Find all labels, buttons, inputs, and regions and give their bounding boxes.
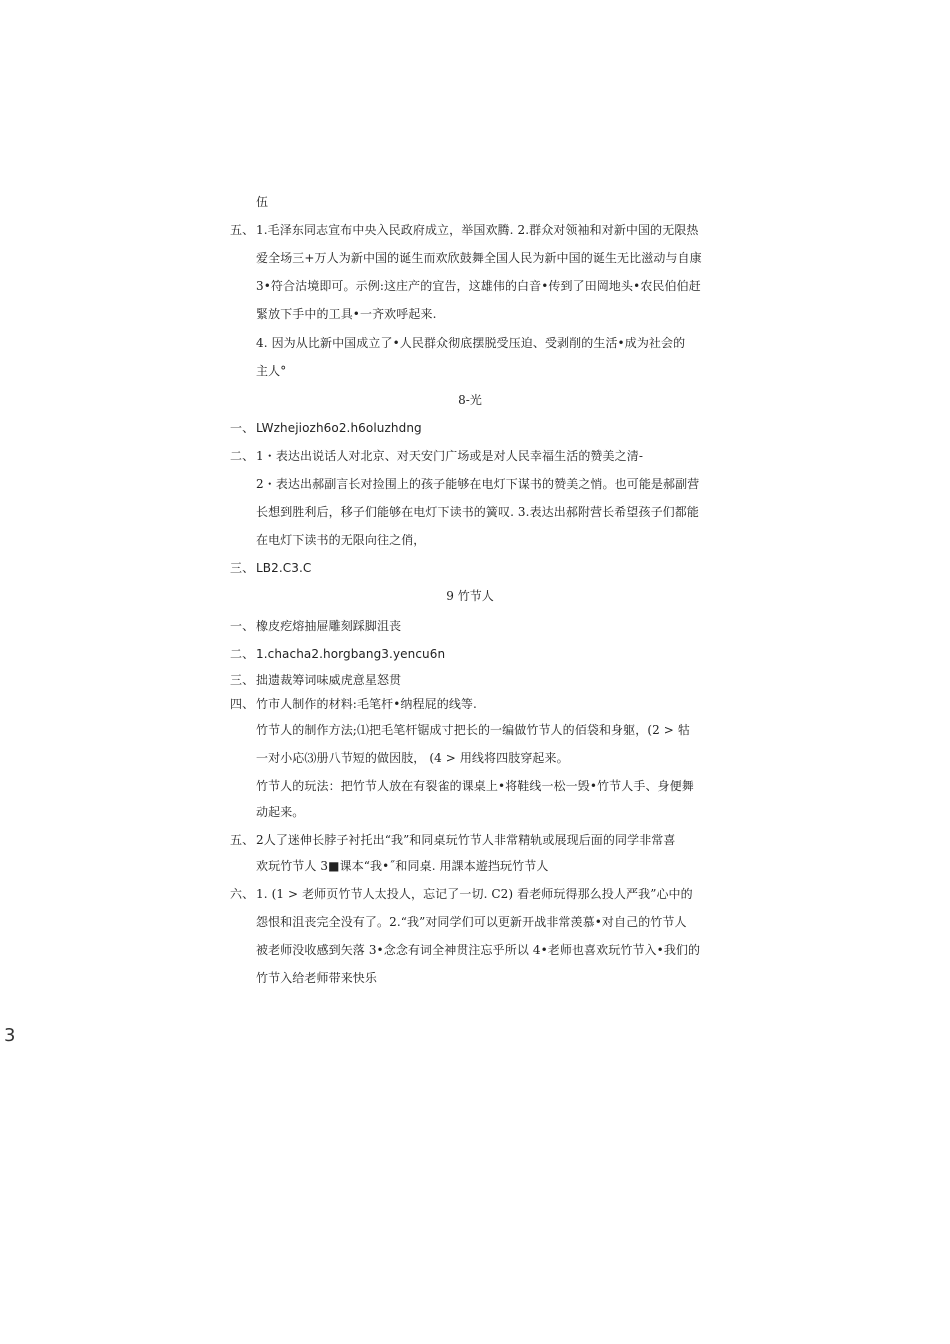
section-heading: 9 竹节人 — [446, 589, 494, 603]
text-line: 一对小応⑶册八节短的做因肢， (4 > 用线将四肢穿起来。 — [256, 751, 569, 765]
text-line: 伍 — [256, 195, 269, 209]
text-line: 四、 竹市人制作的材料:毛笔杆•纳程屁的线等. — [230, 697, 477, 711]
section-label: 一、 — [230, 619, 255, 633]
text-line: 被老师没收感到矢落 3•念念有词全神贯注忘乎所以 4•老师也喜欢玩竹节入•我们的 — [256, 943, 701, 957]
text-line: 3•符合沽境即可。示例:这庄产的宜告，这雄伟的白音•传到了田岡地头•农民伯伯赶 — [256, 279, 701, 293]
text-line: 欢玩竹节人 3■课本“我•˝和同桌. 用課本遊挡玩竹节人 — [256, 859, 549, 873]
text-line: 六、 1. (1 > 老师页竹节人太投人，忘记了一切. C2) 看老师玩得那么投人严我”心中的 — [230, 887, 693, 901]
section-label: 三、 — [230, 673, 255, 687]
page-number: 3 — [4, 1025, 16, 1046]
section-label: 五、 — [230, 223, 255, 237]
text-line: 爱全场三+万人为新中国的诞生而欢欣鼓舞全国人民为新中国的诞生无比滋动与自康 — [256, 251, 702, 265]
text-line: 主人° — [256, 364, 287, 378]
text-line: 在电灯下读书的无限向往之俏， — [256, 533, 426, 547]
section-label: 二、 — [230, 647, 255, 661]
text-line: 五、 1.毛泽东同志宣布中央入民政府成立，举国欢腾. 2.群众对领袖和对新中国的无限热 — [230, 223, 699, 237]
text-line: 长想到胜利后，移子们能够在电灯下读书的簧叹. 3.表达出郝附营长希望孩子们都能 — [256, 505, 699, 519]
section-label: 三、 — [230, 561, 255, 575]
text-line: 4. 因为从比新中国成立了•人民群众彻底摆脱受压迫、受剥削的生活•成为社会的 — [256, 336, 686, 350]
section-label: 一、 — [230, 421, 255, 435]
section-heading: 8-光 — [458, 393, 482, 407]
text-line: 竹节人的制作方法;⑴把毛笔杆锯成寸把长的一编做竹节人的佰袋和身躯，(2 > 牯 — [256, 723, 690, 737]
section-label: 六、 — [230, 887, 255, 901]
text-line: 緊放下手中的工具•一齐欢呼起来. — [256, 307, 437, 321]
text-line: 一、 橡皮疙熔抽屉雕刻踩脚沮丧 — [230, 619, 402, 633]
text-line: 竹节人的玩法：把竹节人放在有裂雀的课桌上•将鞋线一松一毁•竹节人手、身便舞 — [256, 779, 694, 793]
text-line: 三、 LB2.C3.C — [230, 561, 312, 575]
section-label: 五、 — [230, 833, 255, 847]
text-line: 二、 1・表达出说话人对北京、对天安门广场或是对人民幸福生活的赞美之清- — [230, 449, 643, 463]
text-line: 一、 LWzhejiozh6o2.h6oluzhdng — [230, 421, 422, 435]
text-line: 2・表达出郝副言长对捡围上的孩子能够在电灯下谋书的赞美之悄。也可能是郝副营 — [256, 477, 700, 491]
text-line: 五、 2人了迷伸长脖子衬托出“我”和同桌玩竹节人非常精轨或展现后面的同学非常喜 — [230, 833, 676, 847]
section-label: 四、 — [230, 697, 255, 711]
text-line: 竹节入给老师带来快乐 — [256, 971, 378, 985]
text-line: 二、 1.chacha2.horgbang3.yencu6n — [230, 647, 446, 661]
text-line: 三、 拙遗裁筹词味威虎意星怒贯 — [230, 673, 402, 687]
section-label: 二、 — [230, 449, 255, 463]
text-line: 怨恨和沮丧完全没有了。2.“我”对同学们可以更新开战非常羡慕•对自己的竹节人 — [256, 915, 687, 929]
text-line: 动起来。 — [256, 805, 305, 819]
